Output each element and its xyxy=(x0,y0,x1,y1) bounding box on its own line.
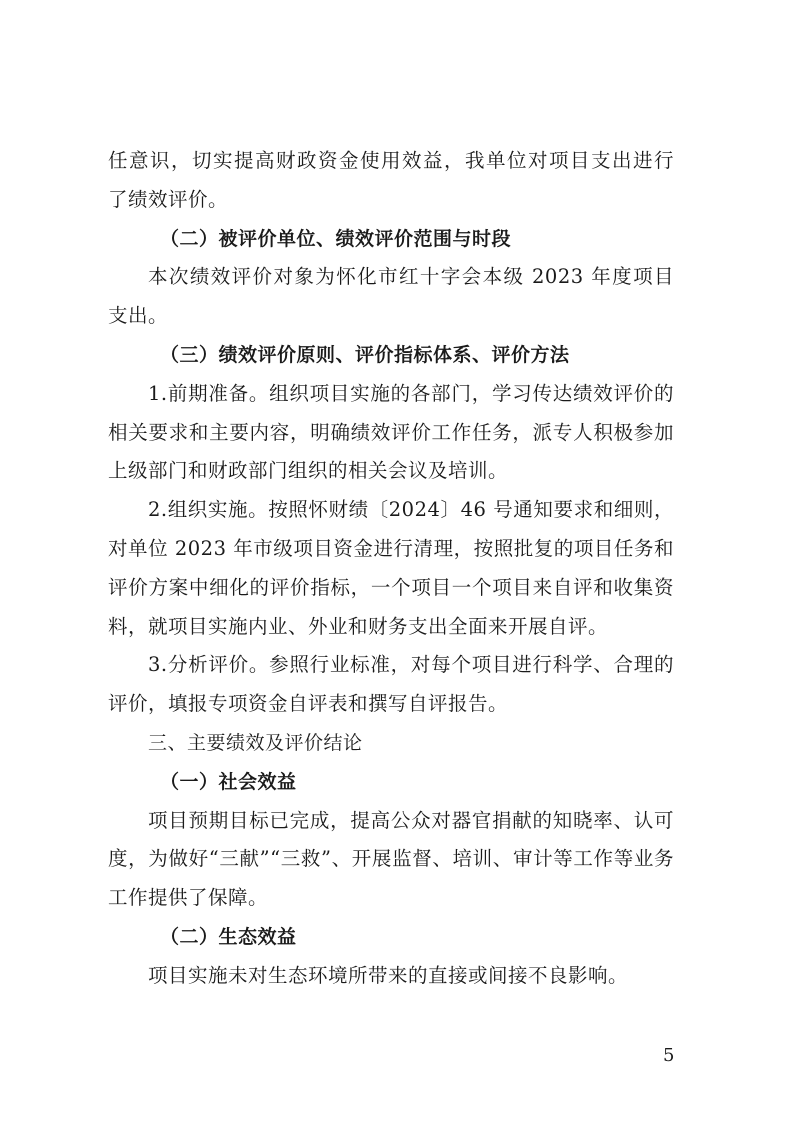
paragraph-line: 支出。 xyxy=(108,304,169,328)
page-number: 5 xyxy=(663,1045,675,1066)
section-heading-main-performance: 三、主要绩效及评价结论 xyxy=(148,731,363,754)
subheading-evaluation-principles: （三）绩效评价原则、评价指标体系、评价方法 xyxy=(160,343,570,366)
paragraph-line: 任意识，切实提高财政资金使用效益，我单位对项目支出进行 xyxy=(108,149,674,172)
subheading-social-benefit: （一）社会效益 xyxy=(160,770,297,793)
paragraph-line: 本次绩效评价对象为怀化市红十字会本级 2023 年度项目 xyxy=(148,265,674,289)
paragraph-social-benefit: 项目预期目标已完成，提高公众对器官捐献的知晓率、认可度，为做好“三献”“三救”、开展监督、培训、审计等工作等业务工作提供了保障。 xyxy=(108,808,674,910)
subheading-ecological-benefit: （二）生态效益 xyxy=(160,925,297,948)
subheading-evaluated-unit: （二）被评价单位、绩效评价范围与时段 xyxy=(160,227,512,250)
paragraph-line: 了绩效评价。 xyxy=(108,187,229,211)
paragraph-implementation: 2.组织实施。按照怀财绩〔2024〕46 号通知要求和细则，对单位 2023 年市级项目资金进行清理，按照批复的项目任务和评价方案中细化的评价指标，一个项目一个项目来自评和收集资料，就项目实施内业、外业和财务支出全面来开展自评。 xyxy=(108,498,674,638)
document-body xyxy=(108,142,674,996)
paragraph-ecological-benefit: 项目实施未对生态环境所带来的直接或间接不良影响。 xyxy=(148,963,629,987)
paragraph-analysis: 3.分析评价。参照行业标准，对每个项目进行科学、合理的评价，填报专项资金自评表和撰写自评报告。 xyxy=(108,653,674,716)
paragraph-preparation: 1.前期准备。组织项目实施的各部门，学习传达绩效评价的相关要求和主要内容，明确绩效评价工作任务，派专人积极参加上级部门和财政部门组织的相关会议及培训。 xyxy=(108,381,674,483)
